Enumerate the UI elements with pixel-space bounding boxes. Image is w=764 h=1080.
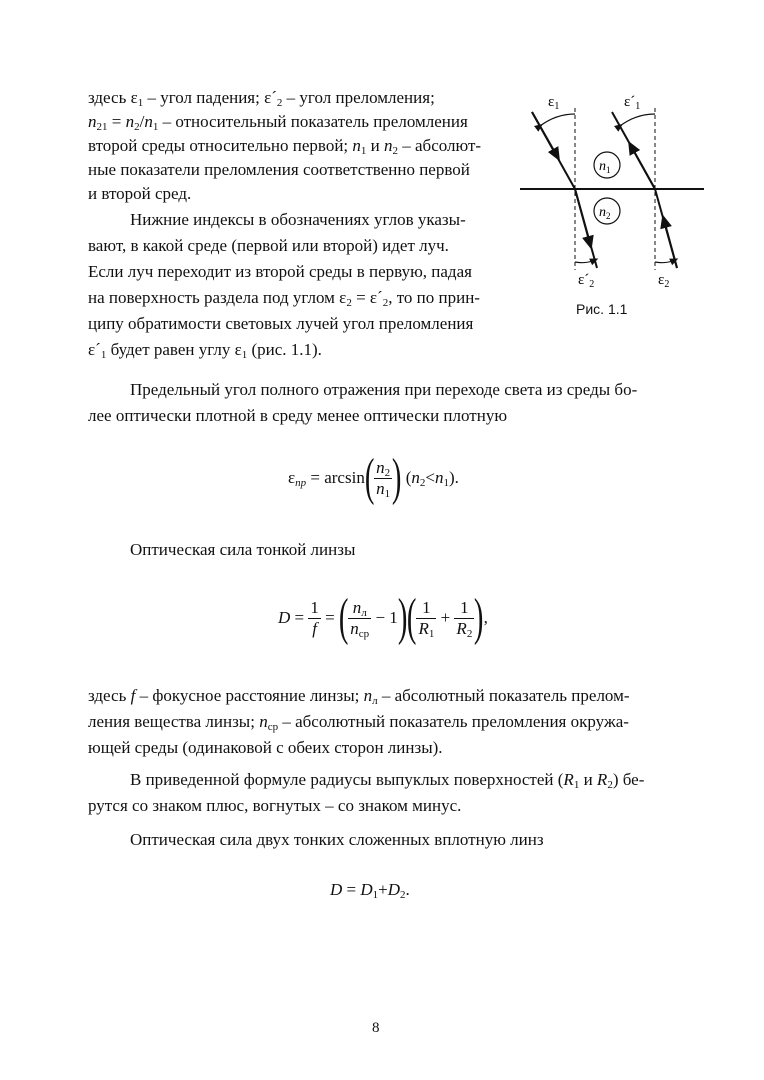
subscript: 21 [96, 121, 108, 133]
page-number: 8 [372, 1020, 380, 1036]
text-line: ципу обратимости световых лучей угол преломления [88, 314, 474, 333]
subscript: 1 [137, 97, 144, 109]
text-line: ные показатели преломления соответственно первой [88, 160, 470, 179]
symbol: n [88, 112, 97, 131]
text: = [320, 608, 339, 627]
text: – угол падения; ε´ [143, 88, 277, 107]
text: + [436, 608, 455, 627]
text: – относительный показатель преломления [158, 112, 468, 131]
symbol: $\varepsilon_{пр}$ [288, 468, 307, 489]
text: – угол преломления; [282, 88, 435, 107]
text: = [107, 112, 126, 131]
ray-arrow-left-bottom [575, 189, 590, 244]
angle-arc-e1 [540, 114, 575, 126]
fraction: $\frac{1}{R_2}$ [456, 597, 473, 640]
text: / [139, 112, 145, 131]
symbol: n [125, 112, 135, 131]
label-e1p: $\varepsilon´_1$ [624, 94, 641, 112]
label-e1: $\varepsilon_1$ [548, 94, 560, 112]
subscript: 1 [241, 349, 248, 361]
text: (рис. 1.1). [247, 340, 322, 359]
subscript: 1 [100, 349, 107, 361]
condition: $(n_2<n_1)$. [401, 468, 459, 489]
subscript: 1 [360, 145, 367, 157]
text-line [88, 88, 504, 108]
text: , то по прин- [388, 288, 480, 307]
symbol: D [278, 608, 291, 627]
text-line: Предельный угол полного отражения при переходе света из среды бо- [130, 380, 638, 399]
text-line [88, 288, 480, 308]
angle-arc-e1p [620, 114, 655, 126]
label-e2p: $\varepsilon´_2$ [578, 272, 595, 290]
text-line: лее оптически плотной в среду менее оптически плотную [88, 406, 508, 425]
fraction: $\frac{n_л}{n_{ср}}$ [350, 597, 370, 640]
subscript: 2 [346, 297, 352, 309]
figure-caption: Рис. 1.1 [576, 301, 628, 317]
angle-arc-e2 [655, 260, 675, 263]
fraction: $\frac{1}{R_1}$ [418, 597, 435, 640]
symbol: n [384, 136, 393, 155]
symbol: n [144, 112, 153, 131]
formula-optical-power [278, 589, 488, 646]
text-line: Если луч переходит из второй среды в первую, падая [88, 262, 472, 281]
text: и [366, 136, 385, 155]
subscript: 2 [276, 97, 283, 109]
label-n1: $n_1$ [599, 159, 611, 175]
fraction: $\frac{n_2}{n_1}$ [376, 457, 391, 500]
text: , [483, 608, 488, 627]
paren: ( [364, 449, 375, 506]
text: будет равен углу ε [106, 340, 242, 359]
text: − 1 [371, 608, 398, 627]
subscript: 2 [392, 145, 399, 157]
text-line [88, 112, 468, 132]
paren: ( [407, 589, 417, 646]
text-line: рутся со знаком плюс, вогнутых – со знаком минус. [88, 796, 462, 815]
paren: ( [338, 589, 349, 646]
paren: ) [397, 589, 408, 646]
text: второй среды относительно первой; [88, 136, 353, 155]
ray-arrow-right-top [631, 146, 655, 189]
subscript: 1 [152, 121, 159, 133]
subscript: 2 [382, 297, 389, 309]
text-line [88, 136, 481, 156]
text-line [88, 340, 322, 360]
text-line: Нижние индексы в обозначениях углов указы- [130, 210, 466, 229]
text-line: В приведенной формуле радиусы выпуклых поверхностей ($R_1$ и $R_2$) бе- [130, 770, 645, 791]
text: = [290, 608, 309, 627]
paren: ) [392, 449, 402, 506]
text-line: здесь f – фокусное расстояние линзы; $n_л$ – абсолютный показатель прелом- [88, 686, 630, 707]
formula-sum-power: $D = D_1+D_2$. [330, 880, 410, 901]
symbol: n [352, 136, 361, 155]
fraction: $\frac{1}{f}$ [310, 597, 319, 638]
text: здесь ε [88, 88, 138, 107]
text-line: ющей среды (одинаковой с обеих сторон линзы). [88, 738, 443, 757]
text: – абсолют- [398, 136, 482, 155]
text: = arcsin [306, 468, 365, 487]
text-line: ления вещества линзы; $n_{ср}$ – абсолютный показатель преломления окружа- [88, 712, 629, 733]
text-line: Оптическая сила тонкой линзы [130, 540, 356, 559]
paren: ) [474, 589, 484, 646]
subscript: 2 [134, 121, 140, 133]
label-n2: $n_2$ [599, 205, 611, 221]
text: на поверхность раздела под углом ε [88, 288, 347, 307]
text-line: Оптическая сила двух тонких сложенных вплотную линз [130, 830, 544, 849]
refraction-figure [512, 90, 708, 290]
text-line: и второй сред. [88, 184, 192, 203]
label-e2: $\varepsilon_2$ [658, 272, 670, 290]
text-line: вают, в какой среде (первой или второй) идет луч. [88, 236, 449, 255]
angle-arc-e2p [575, 260, 595, 263]
formula-critical-angle [288, 449, 459, 506]
text: = ε´ [351, 288, 383, 307]
text: ε´ [88, 340, 101, 359]
ray-arrow-right-bottom [664, 220, 677, 268]
